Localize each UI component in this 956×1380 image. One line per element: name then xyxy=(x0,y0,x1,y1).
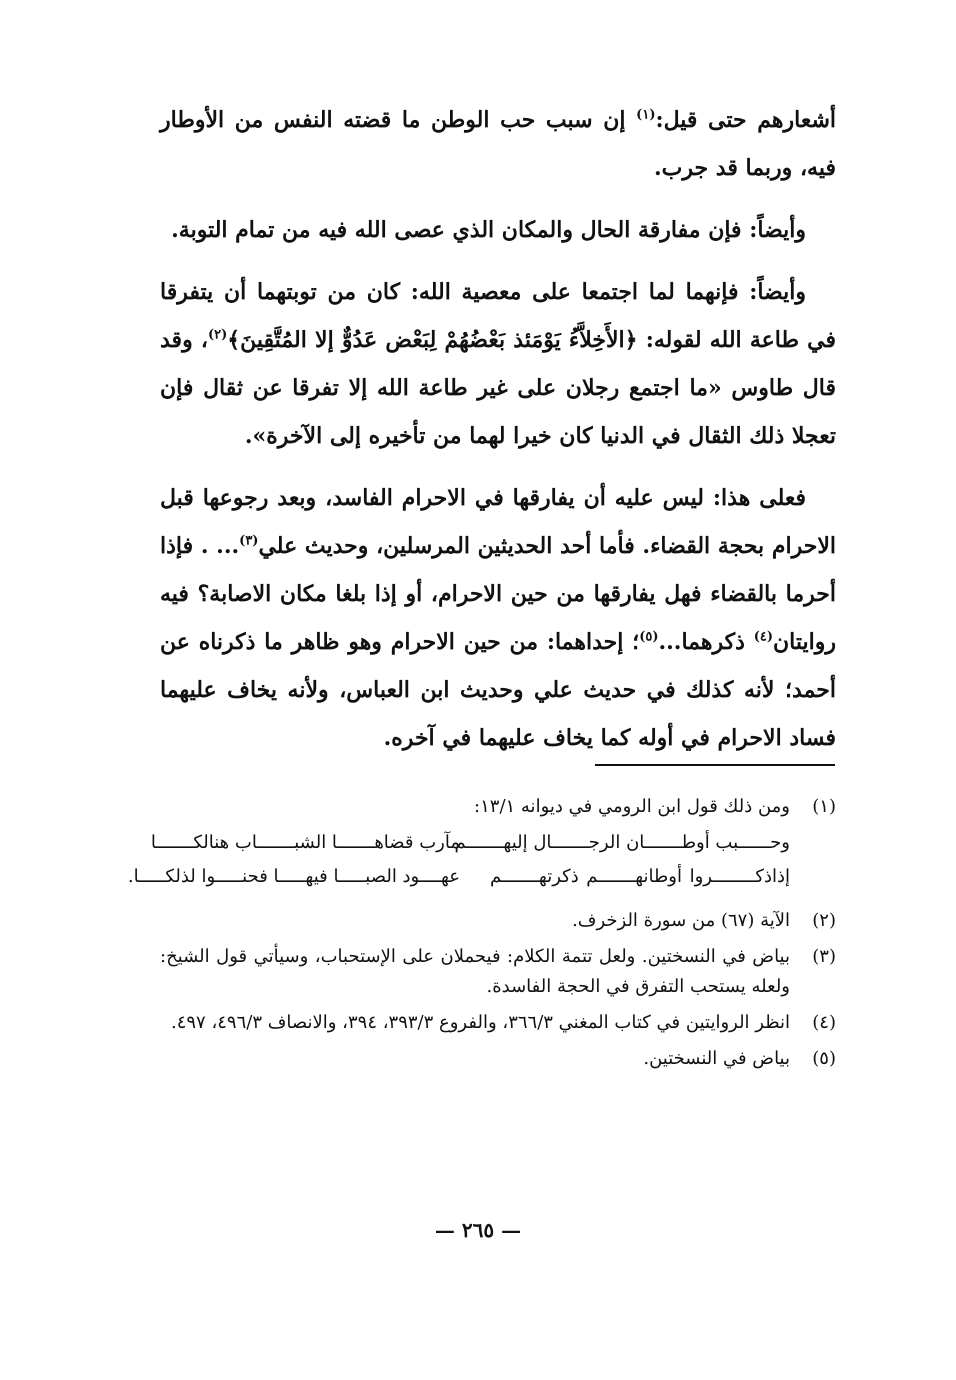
footnote-text: ومن ذلك قول ابن الرومي في ديوانه ١٣/١: xyxy=(474,796,790,817)
footnote-5 xyxy=(160,1044,836,1074)
paragraph-1: أشعارهم حتى قيل:$^{(١)}$ إن سبب حب الوطن ما قضته النفس من الأوطار فيه، وربما قد جرب. xyxy=(160,107,836,181)
paragraph-2: وأيضاً: فإن مفارقة الحال والمكان الذي عصى الله فيه من تمام التوبة. xyxy=(171,217,806,243)
poem-hemistich: وحــــــبب أوطـــــــان الرجـــــــال إليهـــــــم xyxy=(454,832,790,853)
footnote-ref-2[interactable]: (٢) xyxy=(207,327,228,343)
footnote-text: الآية (٦٧) من سورة الزخرف. xyxy=(572,910,790,931)
paragraph-4: فعلى هذا: ليس عليه أن يفارقها في الاحرام الفاسد، وبعد رجوعها قبل الاحرام بحجة القضاء. فأما أحد الحديثين المرسلين، وحديث علي$^{(٣)}$... . فإذا أحرما بالقضاء فهل يفارقها من حين الاحرام، أو إذا بلغا مكان الاصابة؟ فيه روايتان$^{(٤)}$ ذكرهما...$^{(٥)}$؛ إحداهما: من حين الاحرام وهو ظاهر ما ذكرناه عن أحمد؛ لأنه كذلك في حديث علي وحديث ابن العباس، ولأنه يخاف عليهما فساد الاحرام في أوله كما يخاف عليهما في آخره. xyxy=(160,485,836,751)
footnote-ref-3[interactable]: (٣) xyxy=(239,533,259,549)
footnote-number: (٢) xyxy=(812,910,836,931)
footnote-2 xyxy=(160,906,836,936)
footnote-number: (١) xyxy=(812,796,836,817)
footnote-number: (٣) xyxy=(812,946,836,967)
footnote-text: انظر الروايتين في كتاب المغني ٣٦٦/٣، والفروع ٣٩٣/٣، ٣٩٤، والانصاف ٤٩٦/٣، ٤٩٧. xyxy=(170,1012,790,1033)
footnote-separator xyxy=(595,764,835,766)
footnote-ref-1[interactable]: (١) xyxy=(636,107,656,123)
footnote-number: (٥) xyxy=(812,1048,836,1069)
footnotes xyxy=(127,792,836,1080)
poem xyxy=(127,826,790,894)
footnote-3 xyxy=(160,942,836,1002)
footnote-ref-5[interactable]: (٥) xyxy=(639,629,659,645)
footnote-ref-4[interactable]: (٤) xyxy=(753,629,774,645)
footnote-4 xyxy=(160,1008,836,1038)
main-text xyxy=(160,96,836,776)
poem-hemistich: عهــــود الصبـــــا فيهـــــا فحنـــــوا لذلكـــــا. xyxy=(127,866,460,887)
poem-verse-1 xyxy=(150,826,790,860)
paragraph-3: وأيضاً: فإنهما لما اجتمعا على معصية الله: كان من توبتهما أن يتفرقا في طاعة الله لقوله: ﴿الأَخِلاَّءُ يَوْمَئذ بَعْضُهُمْ لِبَعْض عَدُوٌّ إلا المُتَّقِينَ﴾$^{(٢)}$، وقد قال طاوس «ما اجتمع رجلان على غير طاعة الله إلا تفرقا عن ثقال فإن تعجلا ذلك الثقال في الدنيا كان خيرا لهما من تأخيره إلى الآخرة». xyxy=(160,279,837,449)
poem-verse-2 xyxy=(127,860,790,894)
footnote-text: بياض في النسختين. xyxy=(643,1048,790,1069)
poem-hemistich: إذاذكــــــــروا أوطانهـــــــم ذكرتهـــــــم xyxy=(490,866,790,887)
poem-hemistich: مآرب قضاهـــــــا الشبـــــــاب هنالكـــــــا xyxy=(150,832,460,853)
page-number: — ٢٦٥ — xyxy=(434,1218,522,1242)
footnote-number: (٤) xyxy=(812,1012,836,1033)
footnote-1 xyxy=(127,792,836,900)
quran-verse: ﴿الأَخِلاَّءُ يَوْمَئذ بَعْضُهُمْ لِبَعْض عَدُوٌّ إلا المُتَّقِينَ﴾ xyxy=(227,327,638,353)
footnote-text: بياض في النسختين. ولعل تتمة الكلام: فيحملان على الإستحباب، وسيأتي قول الشيخ: ولعله يستحب التفرق في الحجة الفاسدة. xyxy=(160,946,790,997)
